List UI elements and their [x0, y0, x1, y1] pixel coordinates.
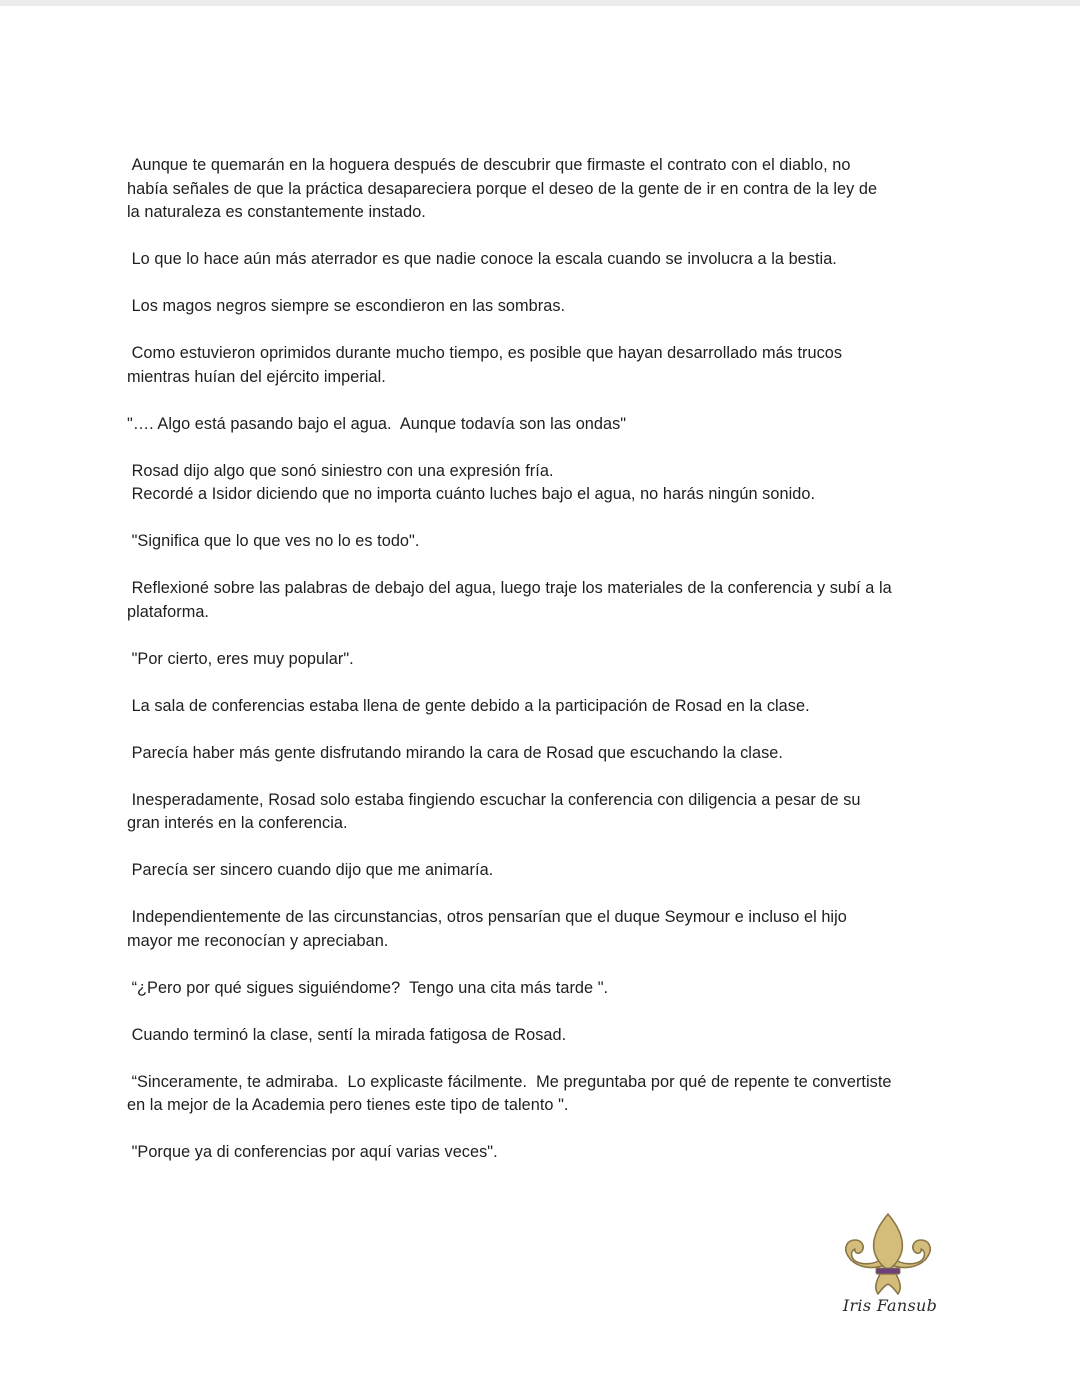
paragraph-line: gran interés en la conferencia. [127, 814, 348, 832]
paragraph [127, 248, 957, 272]
paragraph [127, 460, 957, 507]
paragraph-line: Como estuvieron oprimidos durante mucho tiempo, es posible que hayan desarrollado más trucos [127, 344, 843, 362]
paragraph-line: la naturaleza es constantemente instado. [127, 203, 426, 221]
paragraph [127, 695, 957, 719]
paragraph-line: Inesperadamente, Rosad solo estaba fingiendo escuchar la conferencia con diligencia a pesar de su [127, 790, 861, 809]
fleur-de-lis-icon [838, 1212, 938, 1300]
paragraph-line: Aunque te quemarán en la hoguera después de descubrir que firmaste el contrato con el diablo, no [127, 156, 851, 174]
paragraph [127, 977, 957, 1001]
paragraph-line: Lo que lo hace aún más aterrador es que nadie conoce la escala cuando se involucra a la bestia. [127, 250, 837, 268]
paragraph-line: en la mejor de la Academia pero tienes este tipo de talento ". [127, 1096, 569, 1114]
paragraph-line: mayor me reconocían y apreciaban. [127, 931, 389, 950]
paragraph-line: "Significa que lo que ves no lo es todo". [127, 532, 420, 550]
watermark-logo [838, 1212, 938, 1322]
paragraph [127, 342, 957, 389]
paragraph-line: Parecía haber más gente disfrutando mirando la cara de Rosad que escuchando la clase. [127, 743, 783, 762]
paragraph-line: plataforma. [127, 602, 209, 621]
paragraph [127, 648, 957, 672]
document-body [127, 154, 957, 1188]
paragraph-line: Parecía ser sincero cuando dijo que me animaría. [127, 861, 494, 879]
paragraph [127, 577, 957, 624]
paragraph-line: Independientemente de las circunstancias, otros pensarían que el duque Seymour e incluso el hijo [127, 908, 847, 926]
paragraph-line: "Por cierto, eres muy popular". [127, 649, 354, 668]
paragraph-line: "…. Algo está pasando bajo el agua. Aunque todavía son las ondas" [127, 414, 627, 433]
paragraph-line: “¿Pero por qué sigues siguiéndome? Tengo una cita más tarde ". [127, 978, 609, 997]
paragraph-line: "Porque ya di conferencias por aquí varias veces". [127, 1143, 498, 1161]
paragraph-line: Reflexioné sobre las palabras de debajo del agua, luego traje los materiales de la conferencia y subí a la [127, 579, 892, 597]
paragraph [127, 789, 957, 836]
watermark-text: Iris Fansub [842, 1296, 938, 1315]
paragraph [127, 1024, 957, 1048]
paragraph [127, 1071, 957, 1118]
paragraph-line: Los magos negros siempre se escondieron en las sombras. [127, 297, 566, 315]
paragraph-line: Cuando terminó la clase, sentí la mirada fatigosa de Rosad. [127, 1025, 567, 1044]
paragraph-line: La sala de conferencias estaba llena de gente debido a la participación de Rosad en la clase. [127, 696, 810, 715]
paragraph-line: “Sinceramente, te admiraba. Lo explicaste fácilmente. Me preguntaba por qué de repente te convertiste [127, 1072, 892, 1091]
paragraph [127, 530, 957, 554]
paragraph [127, 742, 957, 766]
paragraph [127, 859, 957, 883]
paragraph [127, 413, 957, 437]
top-strip [0, 0, 1080, 6]
paragraph [127, 154, 957, 225]
paragraph-line: mientras huían del ejército imperial. [127, 367, 386, 386]
paragraph-line: había señales de que la práctica desapareciera porque el deseo de la gente de ir en contra de la ley de [127, 179, 878, 198]
paragraph [127, 906, 957, 953]
paragraph-line: Rosad dijo algo que sonó siniestro con una expresión fría. [127, 461, 554, 480]
paragraph [127, 1141, 957, 1165]
paragraph [127, 295, 957, 319]
paragraph-line: Recordé a Isidor diciendo que no importa cuánto luches bajo el agua, no harás ningún sonido. [127, 485, 816, 503]
